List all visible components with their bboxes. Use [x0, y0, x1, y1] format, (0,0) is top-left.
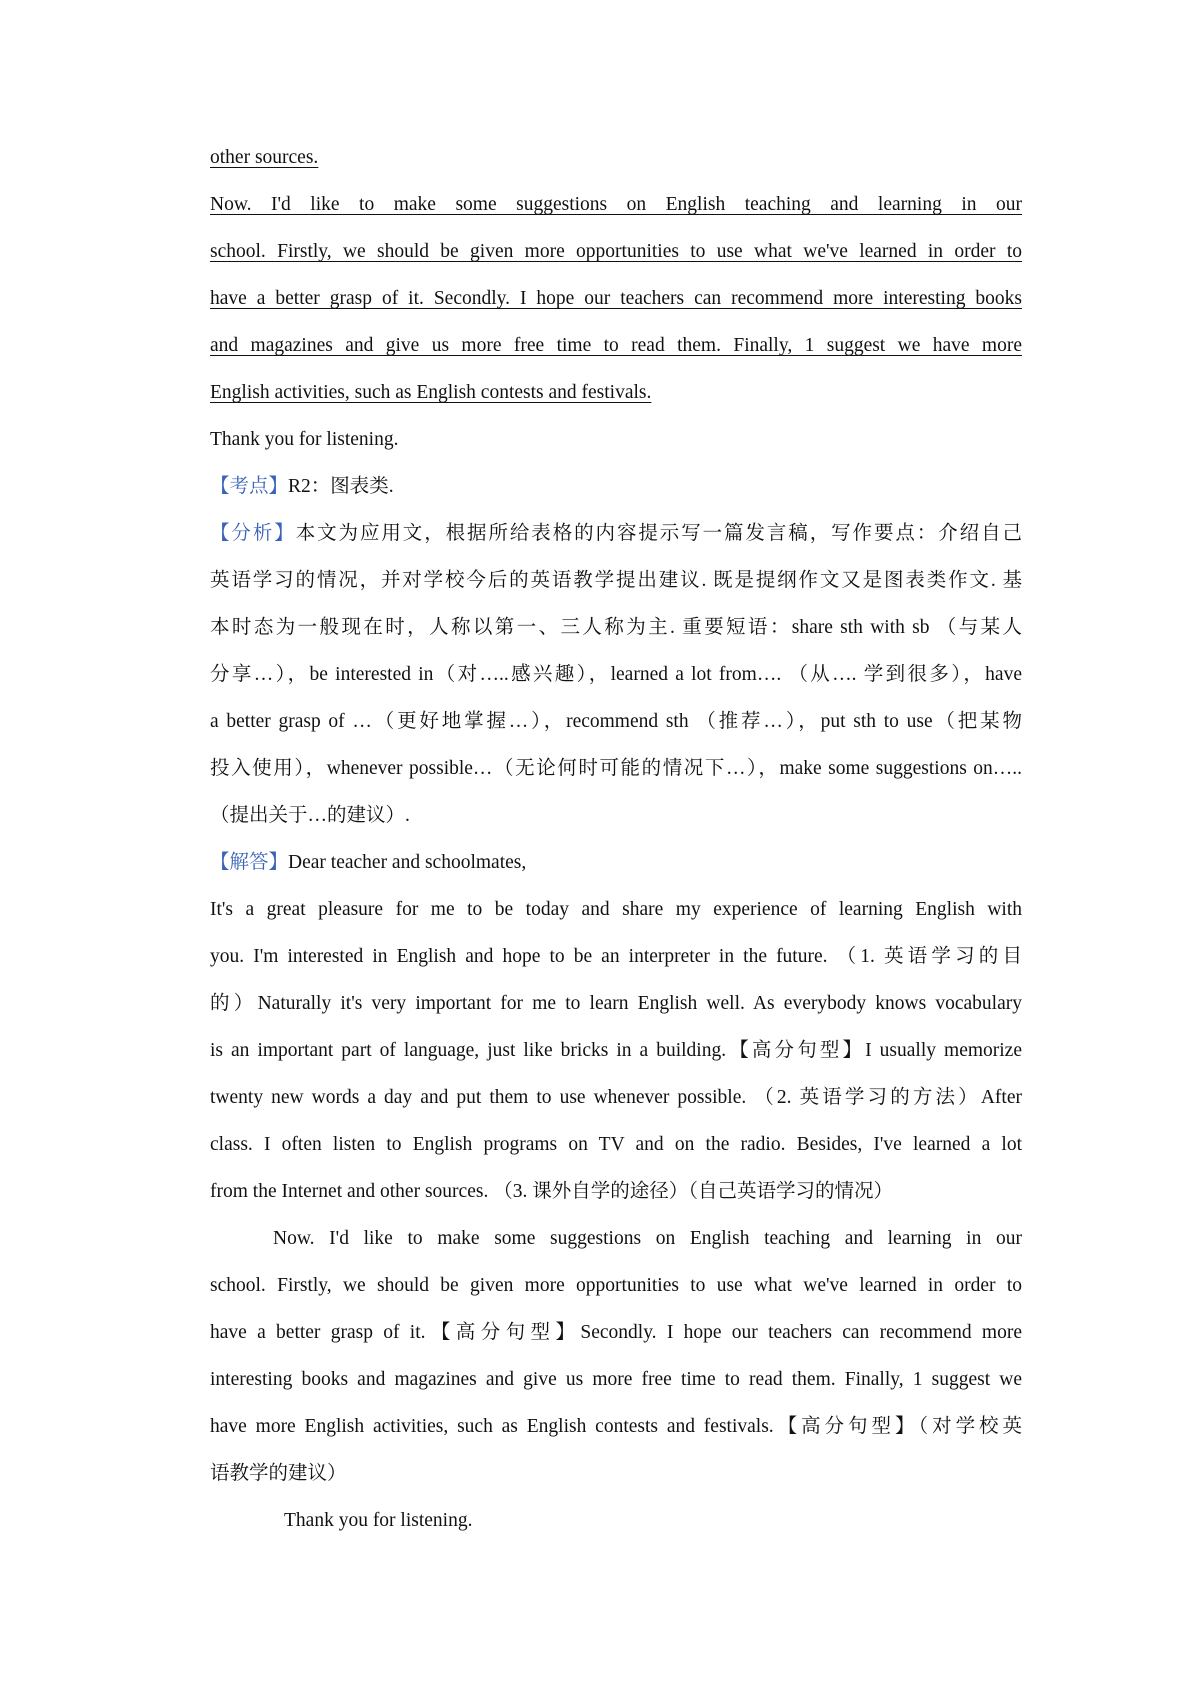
jieda-line-6: twenty new words a day and put them to use whenever possible. （2. 英语学习的方法）After — [210, 1087, 1022, 1108]
jieda-line-8: from the Internet and other sources. （3. 课外自学的途径）（自己英语学习的情况） — [210, 1181, 893, 1202]
underlined-line-5: and magazines and give us more free time to read them. Finally, 1 suggest we have more — [210, 335, 1022, 356]
kaodian-section — [210, 472, 1022, 502]
jieda-tag: 【解答】 — [210, 852, 289, 873]
jieda-line-3: you. I'm interested in English and hope to be an interpreter in the future. （1. 英语学习的目 — [210, 946, 1022, 967]
fenxi-line-4: 分享…），be interested in（对…..感兴趣），learned a lot from…. （从…. 学到很多），have — [210, 664, 1022, 685]
jieda-line-1 — [210, 848, 1022, 878]
jieda-line-7: class. I often listen to English programs on TV and on the radio. Besides, I've learned a lot — [210, 1134, 1022, 1155]
fenxi-line-2: 英语学习的情况，并对学校今后的英语教学提出建议. 既是提纲作文又是图表类作文. 基 — [210, 570, 1022, 591]
jieda-line-5: is an important part of language, just like bricks in a building.【高分句型】I usually memorize — [210, 1040, 1022, 1061]
fenxi-line-1 — [210, 519, 1022, 549]
kaodian-text: R2：图表类. — [288, 476, 394, 497]
jieda-line-13: have more English activities, such as English contests and festivals.【高分句型】（对学校英 — [210, 1416, 1022, 1437]
fenxi-line-7: （提出关于…的建议）. — [210, 805, 410, 826]
jieda-line-10: school. Firstly, we should be given more opportunities to use what we've learned in order to — [210, 1275, 1022, 1296]
jieda-line-2: It's a great pleasure for me to be today and share my experience of learning English with — [210, 899, 1022, 920]
jieda-line-9: Now. I'd like to make some suggestions on English teaching and learning in our — [273, 1228, 1022, 1249]
kaodian-tag: 【考点】 — [210, 476, 289, 497]
closing-line: Thank you for listening. — [210, 429, 399, 450]
underlined-line-6: English activities, such as English contests and festivals. — [210, 382, 652, 403]
fenxi-line-5: a better grasp of …（更好地掌握…），recommend sth （推荐…），put sth to use（把某物 — [210, 711, 1022, 732]
fenxi-text-1: 本文为应用文，根据所给表格的内容提示写一篇发言稿，写作要点：介绍自己 — [295, 523, 1022, 544]
fenxi-line-6: 投入使用），whenever possible…（无论何时可能的情况下…），make some suggestions on….. — [210, 758, 1022, 779]
underlined-line-4: have a better grasp of it. Secondly. I hope our teachers can recommend more interesting books — [210, 288, 1022, 309]
underlined-line-2: Now. I'd like to make some suggestions on English teaching and learning in our — [210, 194, 1022, 215]
jieda-greeting: Dear teacher and schoolmates, — [288, 852, 527, 873]
jieda-line-12: interesting books and magazines and give us more free time to read them. Finally, 1 suggest we — [210, 1369, 1022, 1390]
fenxi-line-3: 本时态为一般现在时，人称以第一、三人称为主. 重要短语：share sth with sb （与某人 — [210, 617, 1022, 638]
fenxi-tag: 【分析】 — [210, 523, 296, 544]
jieda-line-14: 语教学的建议） — [210, 1463, 347, 1484]
underlined-line-3: school. Firstly, we should be given more opportunities to use what we've learned in order to — [210, 241, 1022, 262]
jieda-line-4: 的）Naturally it's very important for me to learn English well. As everybody knows vocabulary — [210, 993, 1022, 1014]
jieda-closing: Thank you for listening. — [284, 1510, 473, 1531]
underlined-line-1: other sources. — [210, 147, 319, 168]
jieda-line-11: have a better grasp of it.【高分句型】Secondly. I hope our teachers can recommend more — [210, 1322, 1022, 1343]
